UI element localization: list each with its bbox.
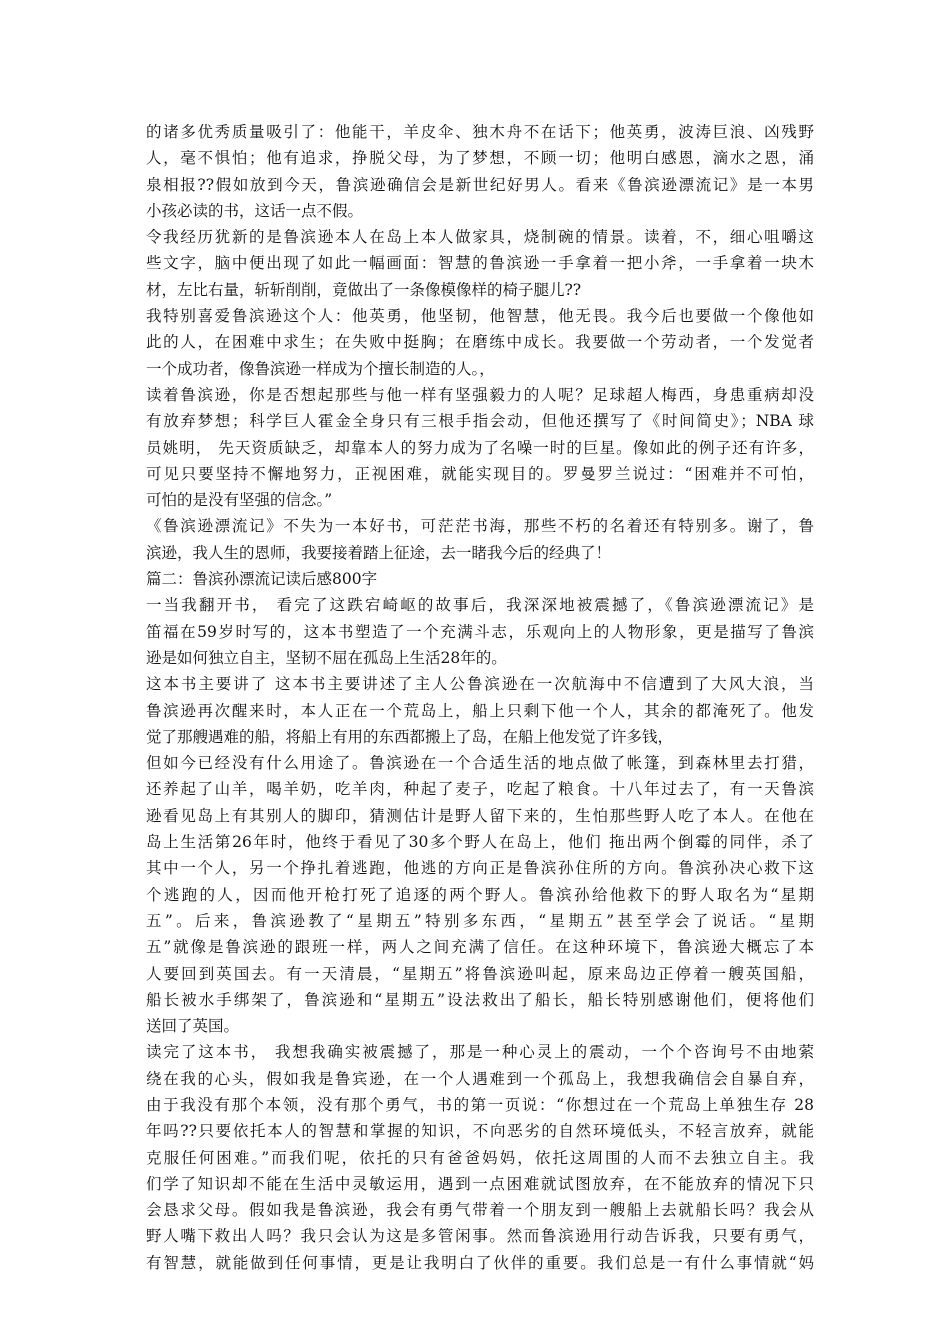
- text-line: 们学了知识却不能在生活中灵敏运用，遇到一点困难就试图放弃，在不能放弃的情况下只: [146, 1174, 814, 1193]
- text-line: 觉了那艘遇难的船，将船上有用的东西都搬上了岛，在船上他发觉了许多钱，: [146, 727, 674, 746]
- text-line: 但如今已经没有什么用途了。鲁滨逊在一个合适生活的地点做了帐篷，到森林里去打猎，: [146, 754, 814, 773]
- text-line: 逊看见岛上有其别人的脚印，猜测估计是野人留下来的，生怕那些野人吃了本人。在他在: [146, 806, 814, 825]
- text-line: 可怕的是没有坚强的信念。”: [146, 491, 333, 510]
- text-line: 绕在我的心头，假如我是鲁宾逊，在一个人遇难到一个孤岛上，我想我确信会自暴自弃，: [146, 1069, 814, 1088]
- text-line: 克服任何困难。”而我们呢，依托的只有爸爸妈妈，依托这周围的人而不去独立自主。我: [146, 1148, 814, 1167]
- text-line: 会恳求父母。假如我是鲁滨逊，我会有勇气带着一个朋友到一艘船上去就船长吗？我会从: [146, 1201, 814, 1220]
- text-line: 小孩必读的书，这话一点不假。: [146, 201, 364, 220]
- text-line: 一个成功者，像鲁滨逊一样成为个擅长制造的人。，: [146, 359, 495, 378]
- text-line: 由于我没有那个本领，没有那个勇气，书的第一页说：“你想过在一个荒岛上单独生存 28: [146, 1095, 814, 1114]
- text-line: 笛福在59岁时写的，这本书塑造了一个充满斗志，乐观向上的人物形象，更是描写了鲁滨: [146, 622, 814, 641]
- text-line: 岛上生活第26年时，他终于看见了30多个野人在岛上，他们 拖出两个倒霉的同伴，杀了: [146, 833, 814, 852]
- text-line: 滨逊，我人生的恩师，我要接着踏上征途，去一睹我今后的经典了！: [146, 543, 612, 562]
- text-line: 鲁滨逊再次醒来时，本人正在一个荒岛上，船上只剩下他一个人，其余的都淹死了。他发: [146, 701, 814, 720]
- text-line: 送回了英国。: [146, 1017, 240, 1036]
- text-line: 些文字，脑中便出现了如此一幅画面：智慧的鲁滨逊一手拿着一把小斧，一手拿着一块木: [146, 254, 814, 273]
- text-line: 人要回到英国去。有一天清晨，“星期五”将鲁滨逊叫起，原来岛边正停着一艘英国船，: [146, 964, 814, 983]
- text-line: 个逃跑的人，因而他开枪打死了追逐的两个野人。鲁滨孙给他救下的野人取名为“星期: [146, 885, 814, 904]
- text-line: 令我经历犹新的是鲁滨逊本人在岛上本人做家具，烧制碗的情景。读着，不，细心咀嚼这: [146, 228, 814, 247]
- text-line: 的诸多优秀质量吸引了：他能干，羊皮伞、独木舟不在话下；他英勇，波涛巨浪、凶残野: [146, 123, 814, 141]
- text-line: 野人嘴下救出人吗？我只会认为这是多管闲事。然而鲁滨逊用行动告诉我，只要有勇气，: [146, 1227, 814, 1246]
- text-line: 读完了这本书， 我想我确实被震撼了，那是一种心灵上的震动，一个个咨询号不由地萦: [146, 1043, 814, 1062]
- text-line: 材，左比右量，斩斩削削，竟做出了一条像模像样的椅子腿儿??: [146, 280, 582, 299]
- text-line: 年吗??只要依托本人的智慧和掌握的知识，不向恶劣的自然环境低头，不轻言放弃，就能: [146, 1122, 814, 1141]
- text-line: 逊是如何独立自主，坚韧不屈在孤岛上生活28年的。: [146, 648, 507, 667]
- text-line: 有智慧，就能做到任何事情，更是让我明白了伙伴的重要。我们总是一有什么事情就“妈: [146, 1253, 814, 1272]
- text-line: 我特别喜爱鲁滨逊这个人：他英勇，他坚韧，他智慧，他无畏。我今后也要做一个像他如: [146, 307, 814, 326]
- text-line: 其中一个人，另一个挣扎着逃跑，他逃的方向正是鲁滨孙住所的方向。鲁滨孙决心救下这: [146, 859, 814, 878]
- text-line: 人，毫不惧怕；他有追求，挣脱父母，为了梦想，不顾一切；他明白感恩，滴水之恩，涌: [146, 149, 814, 168]
- text-line: 篇二：鲁滨孙漂流记读后感800字: [146, 570, 378, 589]
- text-line: 这本书主要讲了 这本书主要讲述了主人公鲁滨逊在一次航海中不信遭到了大风大浪，当: [146, 675, 814, 694]
- text-line: 还养起了山羊，喝羊奶，吃羊肉，种起了麦子，吃起了粮食。十八年过去了，有一天鲁滨: [146, 780, 814, 799]
- text-line: 此的人，在困难中求生；在失败中挺胸；在磨练中成长。我要做一个劳动者，一个发觉者: [146, 333, 814, 352]
- text-line: 五”就像是鲁滨逊的跟班一样，两人之间充满了信任。在这种环境下，鲁滨逊大概忘了本: [146, 938, 814, 957]
- text-line: 可见只要坚持不懈地努力，正视困难，就能实现目的。罗曼罗兰说过：“困难并不可怕，: [146, 464, 814, 483]
- text-line: 员姚明， 先天资质缺乏，却靠本人的努力成为了名噪一时的巨星。像如此的例子还有许多，: [146, 438, 814, 457]
- document-body: [146, 119, 814, 1276]
- text-line: 有放弃梦想；科学巨人霍金全身只有三根手指会动，但他还撰写了《时间简史》；NBA 球: [146, 412, 814, 431]
- text-line: 一当我翻开书， 看完了这跌宕崎岖的故事后，我深深地被震撼了，《鲁滨逊漂流记》是: [146, 596, 814, 615]
- text-line: 泉相报??假如放到今天，鲁滨逊确信会是新世纪好男人。看来《鲁滨逊漂流记》是一本男: [146, 175, 814, 194]
- text-line: 读着鲁滨逊，你是否想起那些与他一样有坚强毅力的人呢？足球超人梅西，身患重病却没: [146, 385, 814, 404]
- text-line: 五”。后来，鲁滨逊教了“星期五”特别多东西，“星期五”甚至学会了说话。“星期: [146, 911, 814, 930]
- text-line: 《鲁滨逊漂流记》不失为一本好书，可茫茫书海，那些不朽的名着还有特别多。谢了，鲁: [146, 517, 814, 536]
- text-line: 船长被水手绑架了，鲁滨逊和“星期五”设法救出了船长，船长特别感谢他们，便将他们: [146, 990, 814, 1009]
